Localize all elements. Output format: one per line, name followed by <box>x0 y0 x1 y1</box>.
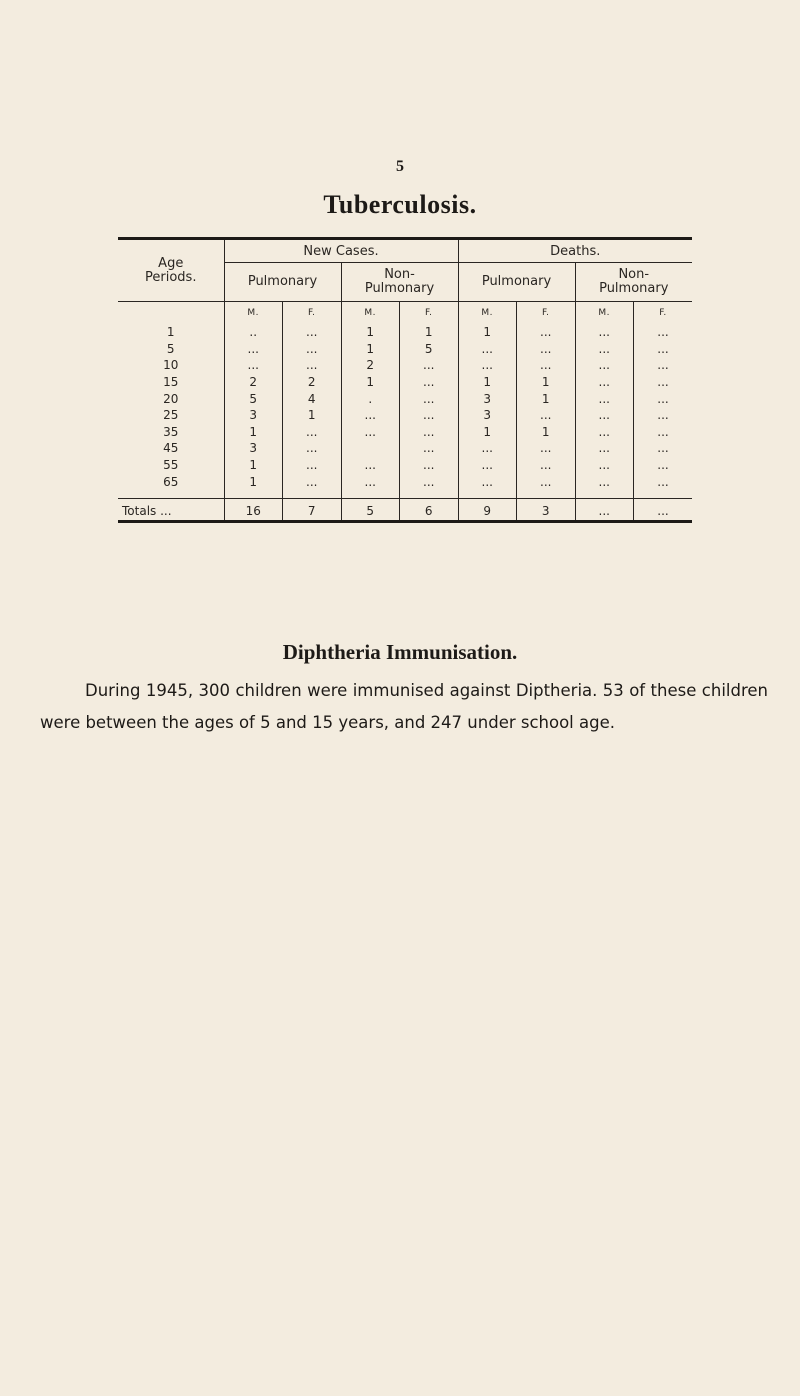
age-cell: 35 <box>118 424 224 441</box>
table-cell: ... <box>657 325 669 340</box>
table-cell: ... <box>575 407 634 424</box>
table-cell: ... <box>517 341 576 358</box>
table-cell: 1 <box>341 374 400 391</box>
table-row <box>118 357 692 374</box>
table-cell: ... <box>575 390 634 407</box>
table-cell: 2 <box>283 374 342 391</box>
table-cell: ... <box>575 357 634 374</box>
table-cell: ... <box>657 474 669 489</box>
table-cell: ... <box>657 358 669 373</box>
table-cell <box>341 440 400 457</box>
table-cell: ... <box>517 440 576 457</box>
total-cell: 3 <box>517 498 576 523</box>
table-cell: 3 <box>224 440 283 457</box>
table-cell: ... <box>400 473 459 498</box>
table-cell: ... <box>657 341 669 356</box>
table-cell: ... <box>458 440 517 457</box>
table-cell: 1 <box>341 324 400 341</box>
table-cell: 4 <box>283 390 342 407</box>
age-cell: 55 <box>118 457 224 474</box>
table-cell: 5 <box>400 341 459 358</box>
age-cell: 5 <box>118 341 224 358</box>
table-cell: ... <box>575 457 634 474</box>
table-cell: ... <box>575 341 634 358</box>
table-cell: 5 <box>224 390 283 407</box>
table-cell: ... <box>283 457 342 474</box>
age-cell: 45 <box>118 440 224 457</box>
table-cell: ... <box>341 407 400 424</box>
table-cell: ... <box>575 324 634 341</box>
total-cell: 5 <box>341 498 400 523</box>
sex-label: F. <box>517 302 576 325</box>
age-periods-header: Age Periods. <box>118 240 224 302</box>
table-cell: ... <box>657 458 669 473</box>
table-row <box>118 324 692 341</box>
table-cell: 1 <box>224 473 283 498</box>
table-row <box>118 390 692 407</box>
table-cell: ... <box>400 457 459 474</box>
table-cell: ... <box>283 440 342 457</box>
table-cell: ... <box>400 390 459 407</box>
table-cell: ... <box>400 407 459 424</box>
table-cell: ... <box>224 341 283 358</box>
age-cell: 1 <box>118 324 224 341</box>
table-cell: 1 <box>224 457 283 474</box>
table-bottom-rule <box>118 520 692 523</box>
table-cell: 2 <box>224 374 283 391</box>
diphtheria-title: Diphtheria Immunisation. <box>282 640 518 664</box>
table-cell: ... <box>517 407 576 424</box>
sex-label: F. <box>659 308 667 318</box>
table-cell: ... <box>657 391 669 406</box>
page-number: 5 <box>396 158 404 175</box>
table-cell: 1 <box>458 374 517 391</box>
table-cell: 1 <box>341 341 400 358</box>
table-cell: ... <box>575 374 634 391</box>
table-cell: 1 <box>517 374 576 391</box>
tuberculosis-table <box>118 240 692 523</box>
sex-label: M. <box>341 302 400 325</box>
sex-label: F. <box>400 302 459 325</box>
table-cell: ... <box>458 457 517 474</box>
table-cell: ... <box>458 357 517 374</box>
sex-label: M. <box>458 302 517 325</box>
table-cell: ... <box>400 374 459 391</box>
table-cell: ... <box>517 357 576 374</box>
total-cell: 9 <box>458 498 517 523</box>
new-cases-header: New Cases. <box>224 240 458 263</box>
table-cell: ... <box>283 324 342 341</box>
table-cell: 3 <box>458 390 517 407</box>
table-cell: . <box>341 390 400 407</box>
sex-label: M. <box>224 302 283 325</box>
table-row <box>118 424 692 441</box>
age-cell: 15 <box>118 374 224 391</box>
table-cell: ... <box>575 473 634 498</box>
table-cell: 1 <box>224 424 283 441</box>
table-cell: ... <box>283 357 342 374</box>
table-cell: 3 <box>224 407 283 424</box>
table-cell: ... <box>224 357 283 374</box>
table-row <box>118 374 692 391</box>
table-cell: 1 <box>283 407 342 424</box>
table-cell: ... <box>283 473 342 498</box>
table-cell: ... <box>657 441 669 456</box>
age-cell: 65 <box>118 473 224 498</box>
deaths-pulmonary-header: Pulmonary <box>458 263 575 302</box>
age-cell: 20 <box>118 390 224 407</box>
age-spacer <box>118 302 224 325</box>
table-cell: 1 <box>458 424 517 441</box>
table-cell: .. <box>224 324 283 341</box>
table-cell: ... <box>400 424 459 441</box>
total-cell: 6 <box>400 498 459 523</box>
age-cell: 25 <box>118 407 224 424</box>
table-cell: ... <box>341 424 400 441</box>
totals-label: Totals ... <box>118 498 224 523</box>
table-cell: ... <box>458 473 517 498</box>
table-cell: ... <box>657 424 669 439</box>
table-cell: ... <box>458 341 517 358</box>
table-cell: ... <box>575 424 634 441</box>
table-row <box>118 341 692 358</box>
table-cell: 1 <box>400 324 459 341</box>
page-title: Tuberculosis. <box>323 190 477 219</box>
table-cell: 1 <box>517 424 576 441</box>
total-cell: ... <box>575 498 634 523</box>
sex-label: F. <box>283 302 342 325</box>
table-cell: ... <box>657 408 669 423</box>
total-cell: ... <box>657 503 669 518</box>
age-cell: 10 <box>118 357 224 374</box>
table-cell: ... <box>283 424 342 441</box>
table-row <box>118 457 692 474</box>
table-cell: ... <box>341 457 400 474</box>
table-cell: ... <box>517 457 576 474</box>
table-cell: ... <box>341 473 400 498</box>
table-cell: ... <box>400 440 459 457</box>
table-body <box>118 324 692 498</box>
table-cell: ... <box>575 440 634 457</box>
total-cell: 16 <box>224 498 283 523</box>
new-pulmonary-header: Pulmonary <box>224 263 341 302</box>
table-cell: ... <box>400 357 459 374</box>
table-row <box>118 473 692 498</box>
table-cell: ... <box>517 473 576 498</box>
table-cell: 1 <box>517 390 576 407</box>
table-cell: 1 <box>458 324 517 341</box>
table-row <box>118 440 692 457</box>
table-cell: ... <box>657 375 669 390</box>
sex-label: M. <box>575 302 634 325</box>
diphtheria-paragraph: During 1945, 300 children were immunised against Diptheria. 53 of these children were between the ages of 5 and 15 years, and 247 under school age. <box>40 681 768 732</box>
table-cell: ... <box>517 324 576 341</box>
table-row <box>118 407 692 424</box>
new-non-pulmonary-header: Non- Pulmonary <box>341 263 458 302</box>
total-cell: 7 <box>283 498 342 523</box>
table-cell: 3 <box>458 407 517 424</box>
table-cell: 2 <box>341 357 400 374</box>
deaths-header: Deaths. <box>458 240 692 263</box>
deaths-non-pulmonary-header: Non- Pulmonary <box>599 267 669 296</box>
table-cell: ... <box>283 341 342 358</box>
